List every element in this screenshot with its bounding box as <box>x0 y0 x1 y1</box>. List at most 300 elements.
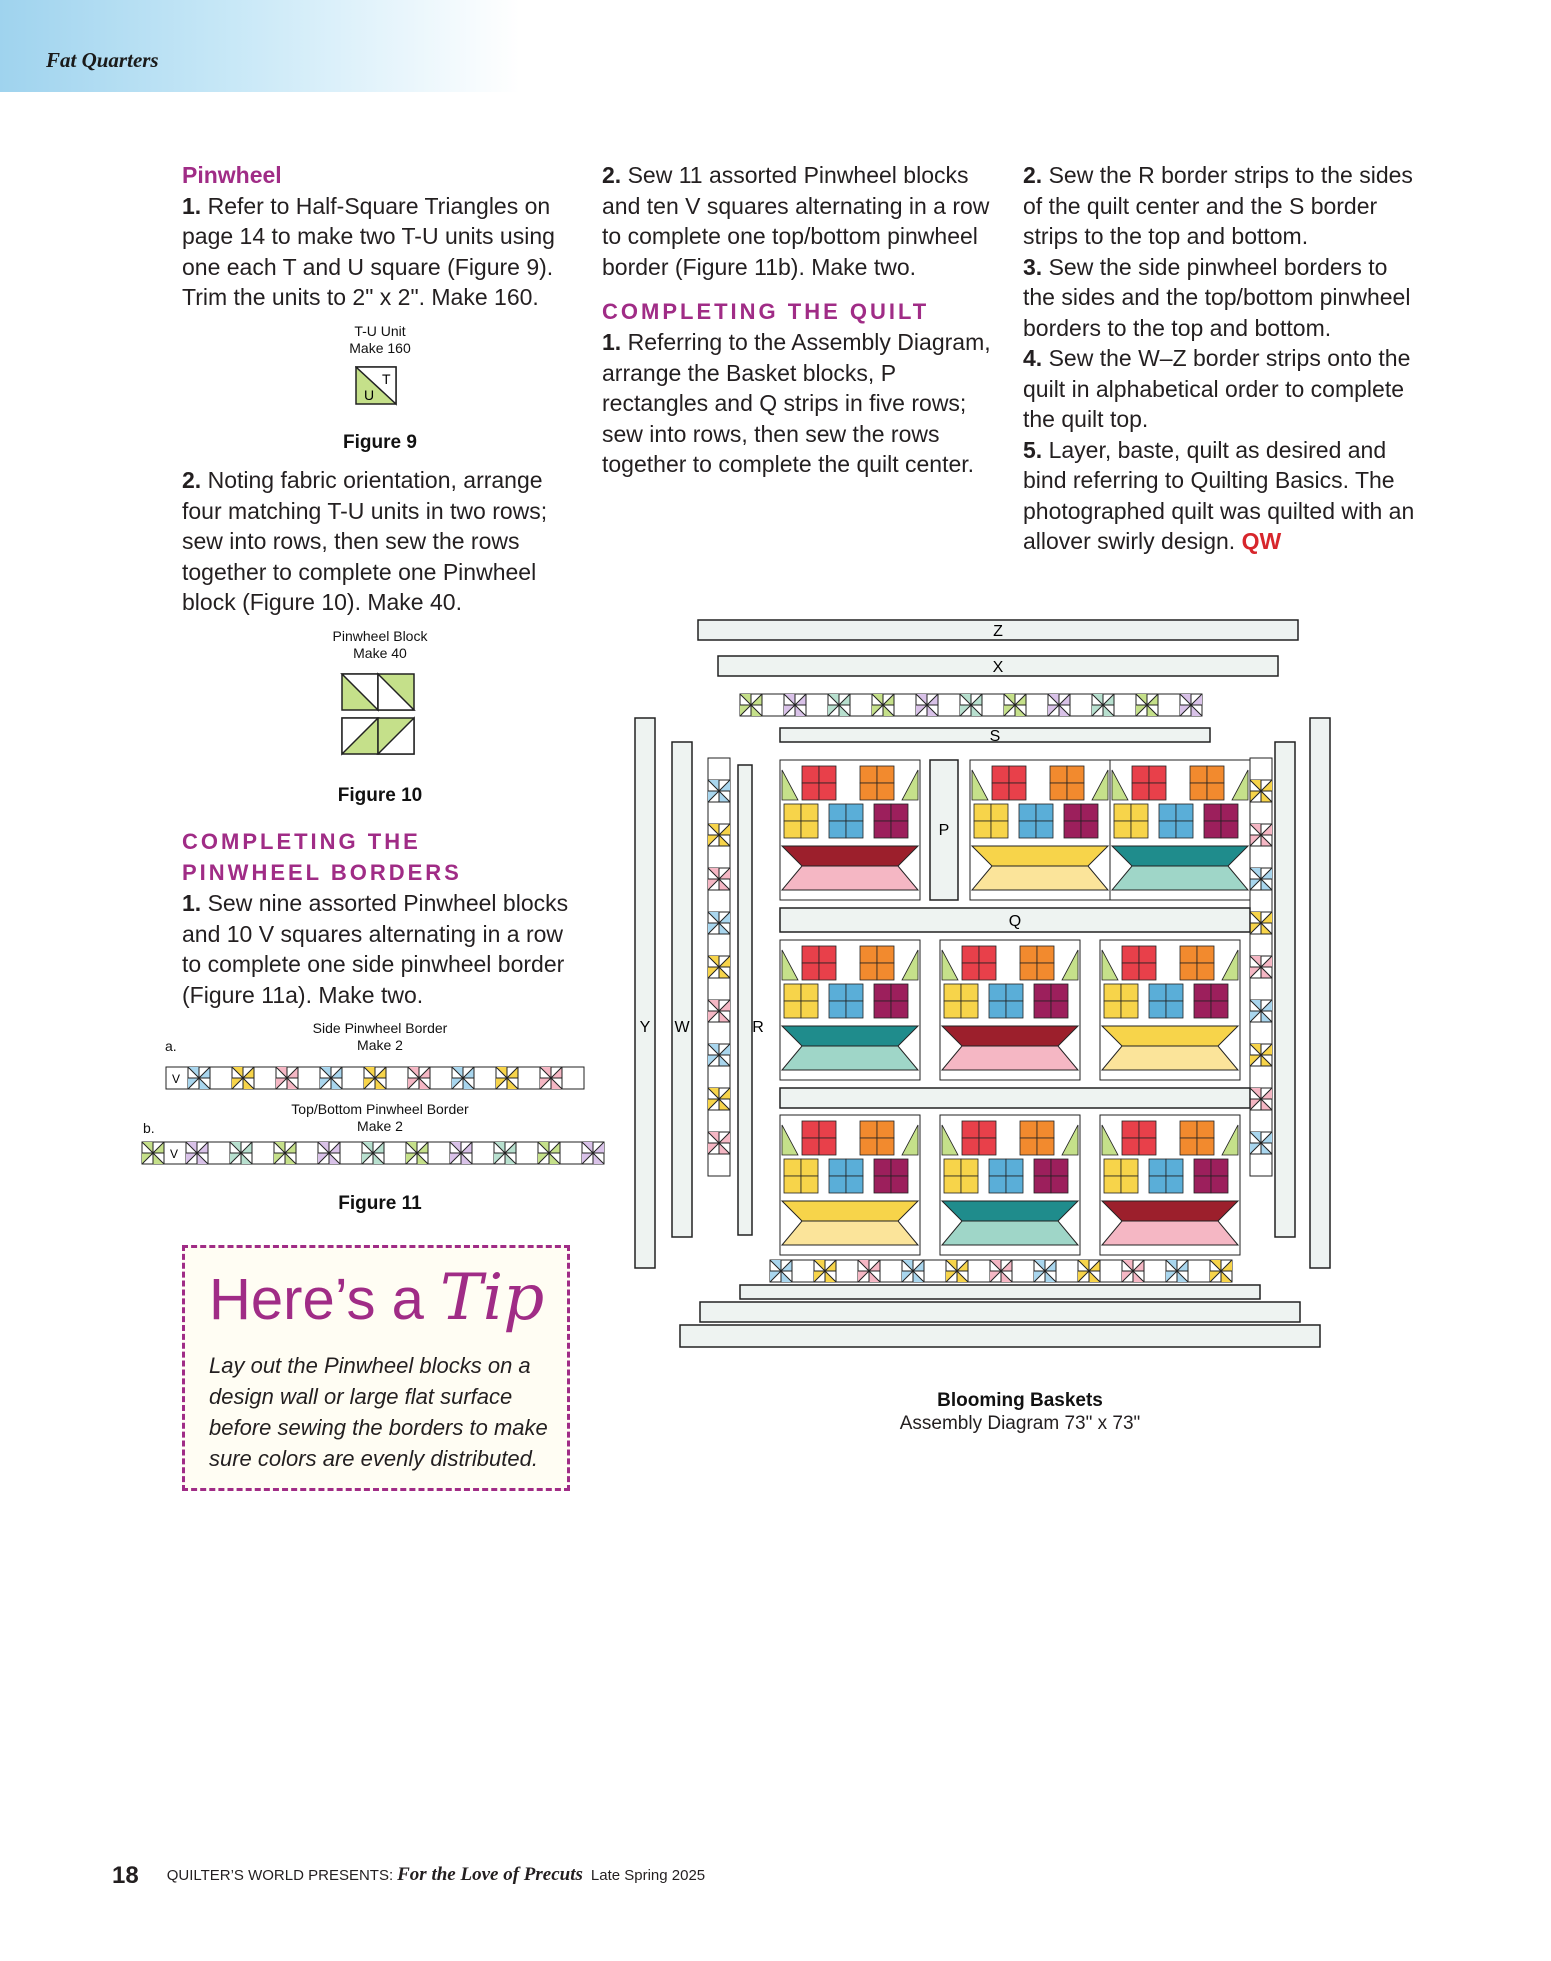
basket-bowl <box>782 1201 918 1221</box>
flower-square <box>989 1176 1006 1193</box>
v-square <box>708 978 730 1000</box>
flower-square <box>1034 1176 1051 1193</box>
v-square <box>428 1142 450 1164</box>
flower-square <box>1121 1159 1138 1176</box>
flower-square <box>860 1121 877 1138</box>
flower-square <box>1149 984 1166 1001</box>
fig9-make: Make 160 <box>349 340 411 356</box>
pinwheel-lines <box>946 1260 968 1282</box>
basket-bowl <box>972 846 1108 866</box>
x-strip-bottom <box>700 1302 1300 1322</box>
step-number: 4. <box>1023 345 1043 371</box>
pinwheel-lines <box>188 1067 210 1089</box>
flower-square <box>1139 963 1156 980</box>
flower-square <box>1211 1176 1228 1193</box>
flower-square <box>1194 984 1211 1001</box>
flower-square <box>974 821 991 838</box>
flower-square <box>829 1176 846 1193</box>
flower-square <box>1037 1138 1054 1155</box>
step-number: 1. <box>182 192 202 219</box>
v-square <box>938 694 960 716</box>
v-square <box>1250 978 1272 1000</box>
z-strip-bottom <box>680 1325 1320 1347</box>
pinwheel-lines <box>708 1088 730 1110</box>
flower-square <box>1051 1001 1068 1018</box>
pinwheel-lines <box>960 694 982 716</box>
flower-square <box>1197 946 1214 963</box>
fig10-labels <box>310 628 450 662</box>
step-paragraph <box>182 465 582 618</box>
flower-square <box>1149 1159 1166 1176</box>
flower-square <box>1009 783 1026 800</box>
v-square <box>208 1142 230 1164</box>
pinwheel-lines <box>770 1260 792 1282</box>
flower-square <box>860 946 877 963</box>
v-label: V <box>170 1147 179 1161</box>
flower-square <box>1190 766 1207 783</box>
flower-square <box>1180 946 1197 963</box>
pinwheel-lines <box>1180 694 1202 716</box>
pinwheel-lines <box>494 1142 516 1164</box>
flower-square <box>801 804 818 821</box>
flower-square <box>802 963 819 980</box>
side-pinwheel-border <box>165 1066 595 1092</box>
v-square <box>708 1022 730 1044</box>
flower-square <box>877 963 894 980</box>
pinwheel-lines <box>408 1067 430 1089</box>
flower-square <box>1020 1121 1037 1138</box>
flower-square <box>1207 766 1224 783</box>
flower-square <box>784 804 801 821</box>
flower-square <box>829 821 846 838</box>
flower-square <box>846 804 863 821</box>
flower-square <box>1139 946 1156 963</box>
v-square <box>472 1142 494 1164</box>
pinwheel-lines <box>828 694 850 716</box>
flower-square <box>1006 984 1023 1001</box>
v-square <box>430 1067 452 1089</box>
flower-square <box>1104 1001 1121 1018</box>
header-band <box>0 0 520 92</box>
flower-square <box>829 984 846 1001</box>
flower-square <box>1050 766 1067 783</box>
flower-square <box>801 821 818 838</box>
basket-bowl <box>782 1026 918 1046</box>
v-square <box>1250 890 1272 912</box>
flower-square <box>846 821 863 838</box>
step-text: Layer, baste, quilt as desired and bind referring to Quilting Basics. The photographed quilt was quilted with an allover swirly design. <box>1023 436 1415 554</box>
flower-square <box>1166 1001 1183 1018</box>
flower-square <box>979 1121 996 1138</box>
flower-square <box>801 1159 818 1176</box>
flower-square <box>1197 1138 1214 1155</box>
pinwheel-lines <box>496 1067 518 1089</box>
flower-square <box>819 946 836 963</box>
v-square <box>560 1142 582 1164</box>
flower-square <box>1122 1121 1139 1138</box>
v-square <box>708 890 730 912</box>
v-square <box>806 694 828 716</box>
flower-square <box>1104 984 1121 1001</box>
y-strip <box>635 718 655 1268</box>
page-number: 18 <box>112 1862 139 1889</box>
v-square <box>708 846 730 868</box>
flower-square <box>1020 1138 1037 1155</box>
w-strip <box>672 742 692 1237</box>
w-strip-right <box>1275 742 1295 1237</box>
x-label: X <box>992 659 1004 676</box>
v-square <box>296 1142 318 1164</box>
pinwheel-lines <box>320 1067 342 1089</box>
v-square <box>924 1260 946 1282</box>
step-text: Noting fabric orientation, arrange four matching T-U units in two rows; sew into rows, then sew the rows together to complete one Pinwheel block (Figure 10). Make 40. <box>182 467 548 615</box>
v-square <box>386 1067 408 1089</box>
step-paragraph <box>1023 252 1423 344</box>
basket-base <box>972 866 1108 890</box>
v-square <box>342 1067 364 1089</box>
flower-square <box>877 1121 894 1138</box>
flower-square <box>991 821 1008 838</box>
step-text: Sew the side pinwheel borders to the sides and the top/bottom pinwheel borders to the top and bottom. <box>1023 253 1411 341</box>
pinwheel-lines <box>740 694 762 716</box>
pinwheel-lines <box>1250 868 1272 890</box>
flower-square <box>1211 984 1228 1001</box>
flower-square <box>891 1176 908 1193</box>
q-label: Q <box>1008 913 1022 930</box>
flower-square <box>1204 821 1221 838</box>
tip-box <box>182 1245 570 1491</box>
flower-square <box>846 1176 863 1193</box>
flower-square <box>944 984 961 1001</box>
flower-square <box>1034 1159 1051 1176</box>
step-text: Sew nine assorted Pinwheel blocks and 10 V squares alternating in a row to complete one side pinwheel border (Figure 11a). Make two. <box>182 890 569 1008</box>
pinwheel-lines <box>1250 1088 1272 1110</box>
flower-square <box>1020 963 1037 980</box>
v-square <box>1070 694 1092 716</box>
v-square <box>384 1142 406 1164</box>
v-square <box>1250 846 1272 868</box>
flower-square <box>1190 783 1207 800</box>
flower-square <box>1006 1176 1023 1193</box>
v-square <box>708 758 730 780</box>
v-square <box>1026 694 1048 716</box>
v-square <box>708 1154 730 1176</box>
flower-square <box>944 1159 961 1176</box>
pinwheel-lines <box>1250 956 1272 978</box>
flower-square <box>962 946 979 963</box>
flower-square <box>1132 766 1149 783</box>
heading-pinwheel-borders-2: PINWHEEL BORDERS <box>182 860 462 885</box>
v-square <box>254 1067 276 1089</box>
flower-square <box>784 1176 801 1193</box>
basket-bowl <box>1102 1201 1238 1221</box>
flower-square <box>1122 1138 1139 1155</box>
tip-heading <box>209 1261 545 1335</box>
flower-square <box>1131 821 1148 838</box>
flower-square <box>992 783 1009 800</box>
assembly-diagram <box>620 610 1420 1370</box>
step-paragraph <box>182 191 582 313</box>
flower-square <box>1037 963 1054 980</box>
heading-pinwheel: Pinwheel <box>182 162 282 188</box>
v-square <box>516 1142 538 1164</box>
v-square <box>298 1067 320 1089</box>
s-label: S <box>989 728 1001 745</box>
flower-square <box>1067 783 1084 800</box>
q-strip-2 <box>780 1088 1250 1108</box>
top-bottom-pinwheel-border <box>141 1141 621 1167</box>
assembly-subtitle: Assembly Diagram 73" x 73" <box>899 1413 1141 1434</box>
flower-square <box>802 1121 819 1138</box>
flower-square <box>1131 804 1148 821</box>
flower-square <box>944 1176 961 1193</box>
fig9-labels <box>320 323 440 357</box>
section-title: Fat Quarters <box>46 48 159 72</box>
flower-square <box>989 1159 1006 1176</box>
flower-square <box>801 1001 818 1018</box>
v-square <box>1250 1154 1272 1176</box>
pinwheel-lines <box>452 1067 474 1089</box>
flower-square <box>1081 821 1098 838</box>
flower-square <box>819 1121 836 1138</box>
flower-square <box>979 963 996 980</box>
flower-square <box>802 946 819 963</box>
flower-square <box>829 804 846 821</box>
flower-square <box>1121 1176 1138 1193</box>
flower-square <box>1139 1138 1156 1155</box>
flower-square <box>829 1159 846 1176</box>
flower-square <box>1132 783 1149 800</box>
pinwheel-lines <box>708 868 730 890</box>
step-paragraph <box>1023 435 1423 557</box>
pinwheel-lines <box>1004 694 1026 716</box>
v-label: V <box>172 1072 181 1086</box>
flower-square <box>962 1121 979 1138</box>
pinwheel-lines <box>274 1142 296 1164</box>
step-paragraph <box>1023 343 1423 435</box>
flower-square <box>1037 946 1054 963</box>
v-square <box>562 1067 584 1089</box>
pinwheel-lines <box>1136 694 1158 716</box>
pinwheel-lines <box>1034 1260 1056 1282</box>
pinwheel-lines <box>708 1000 730 1022</box>
v-square <box>1250 758 1272 780</box>
r-strip <box>738 765 752 1235</box>
fig11b-labels <box>270 1101 490 1135</box>
flower-square <box>874 821 891 838</box>
step-number: 3. <box>1023 253 1043 280</box>
pinwheel-lines <box>582 1142 604 1164</box>
v-square <box>708 802 730 824</box>
v-square <box>1144 1260 1166 1282</box>
pinwheel-lines <box>1078 1260 1100 1282</box>
flower-square <box>819 783 836 800</box>
flower-square <box>989 984 1006 1001</box>
v-square <box>1100 1260 1122 1282</box>
flower-square <box>1159 804 1176 821</box>
basket-base <box>782 1046 918 1070</box>
z-label: Z <box>993 623 1003 640</box>
pinwheel-lines <box>708 780 730 802</box>
flower-square <box>1197 1121 1214 1138</box>
pinwheel-block-figure <box>340 672 420 756</box>
flower-square <box>961 984 978 1001</box>
flower-square <box>874 984 891 1001</box>
flower-square <box>1159 821 1176 838</box>
flower-square <box>891 1159 908 1176</box>
flower-square <box>1122 963 1139 980</box>
step-text: Sew 11 assorted Pinwheel blocks and ten V squares alternating in a row to complete one top/bottom pinwheel border (Figure 11b). Make two. <box>602 162 990 280</box>
flower-square <box>874 1176 891 1193</box>
pinwheel-lines <box>142 1142 164 1164</box>
flower-square <box>819 1138 836 1155</box>
flower-square <box>829 1001 846 1018</box>
pinwheel-lines <box>186 1142 208 1164</box>
flower-square <box>1036 821 1053 838</box>
basket-base <box>942 1046 1078 1070</box>
flower-square <box>1050 783 1067 800</box>
flower-square <box>1114 821 1131 838</box>
flower-square <box>1211 1159 1228 1176</box>
pinwheel-lines <box>708 912 730 934</box>
pinwheel-lines <box>708 1132 730 1154</box>
pinwheel-lines <box>708 824 730 846</box>
flower-square <box>846 984 863 1001</box>
v-square <box>836 1260 858 1282</box>
flower-square <box>860 783 877 800</box>
flower-square <box>1204 804 1221 821</box>
flower-square <box>1180 963 1197 980</box>
v-square <box>1056 1260 1078 1282</box>
basket-bowl <box>1112 846 1248 866</box>
pinwheel-lines <box>708 956 730 978</box>
flower-square <box>860 766 877 783</box>
fig11b-make: Make 2 <box>357 1118 403 1134</box>
basket-bowl <box>942 1201 1078 1221</box>
pinwheel-lines <box>1250 780 1272 802</box>
flower-square <box>802 783 819 800</box>
pinwheel-lines <box>232 1067 254 1089</box>
pinwheel-lines <box>1250 912 1272 934</box>
flower-square <box>1194 1176 1211 1193</box>
pinwheel-lines <box>1092 694 1114 716</box>
flower-square <box>1006 1001 1023 1018</box>
flower-square <box>1149 1001 1166 1018</box>
v-square <box>850 694 872 716</box>
v-square <box>474 1067 496 1089</box>
pinwheel-lines <box>538 1142 560 1164</box>
step-number: 2. <box>1023 162 1043 188</box>
step-paragraph <box>182 888 582 1010</box>
flower-square <box>1064 821 1081 838</box>
flower-square <box>961 1176 978 1193</box>
flower-square <box>784 821 801 838</box>
pinwheel-lines <box>708 1044 730 1066</box>
flower-square <box>992 766 1009 783</box>
flower-square <box>877 946 894 963</box>
flower-square <box>891 821 908 838</box>
basket-base <box>942 1221 1078 1245</box>
qw-logo: QW <box>1241 528 1282 554</box>
tip-heading-script: Tip <box>440 1261 545 1335</box>
flower-square <box>1019 821 1036 838</box>
v-square <box>1250 802 1272 824</box>
basket-base <box>1102 1221 1238 1245</box>
column-2 <box>602 160 1002 480</box>
figure-10-caption: Figure 10 <box>337 785 423 806</box>
flower-square <box>877 766 894 783</box>
basket-bowl <box>782 846 918 866</box>
column-3 <box>1023 160 1423 557</box>
w-label: W <box>674 1019 690 1036</box>
flower-square <box>1081 804 1098 821</box>
tip-body: Lay out the Pinwheel blocks on a design wall or large flat surface before sewing the borders to make sure colors are evenly distributed. <box>209 1353 548 1471</box>
flower-square <box>1034 1001 1051 1018</box>
v-square <box>1114 694 1136 716</box>
pinwheel-lines <box>318 1142 340 1164</box>
flower-square <box>1036 804 1053 821</box>
fig11a-make: Make 2 <box>357 1037 403 1053</box>
v-square <box>1250 934 1272 956</box>
footer <box>112 1862 705 1890</box>
flower-square <box>1176 804 1193 821</box>
flower-square <box>1139 1121 1156 1138</box>
pinwheel-lines <box>784 694 806 716</box>
fig11a-title: Side Pinwheel Border <box>312 1020 448 1036</box>
flower-square <box>991 804 1008 821</box>
magazine-title: For the Love of Precuts <box>397 1864 583 1885</box>
v-square <box>968 1260 990 1282</box>
fig9-label: T-U Unit <box>354 323 406 339</box>
flower-square <box>989 1001 1006 1018</box>
step-number: 1. <box>182 890 202 916</box>
basket-bowl <box>1102 1026 1238 1046</box>
flower-square <box>962 963 979 980</box>
t-label: T <box>382 371 391 387</box>
flower-square <box>877 1138 894 1155</box>
flower-square <box>962 1138 979 1155</box>
flower-square <box>1051 984 1068 1001</box>
flower-square <box>979 946 996 963</box>
pinwheel-lines <box>230 1142 252 1164</box>
v-square <box>340 1142 362 1164</box>
basket-base <box>782 866 918 890</box>
step-text: Sew the R border strips to the sides of the quilt center and the S border strips to the top and bottom. <box>1023 162 1413 249</box>
figure-11-caption: Figure 11 <box>338 1193 422 1214</box>
step-text: Refer to Half-Square Triangles on page 14 to make two T-U units using one each T and U square (Figure 9). Trim the units to 2" x 2". Make 160. <box>182 192 555 310</box>
step-text: Sew the W–Z border strips onto the quilt in alphabetical order to complete the quilt top. <box>1023 345 1411 432</box>
figure-9-caption: Figure 9 <box>343 432 417 453</box>
flower-square <box>1221 804 1238 821</box>
flower-square <box>891 804 908 821</box>
flower-square <box>1176 821 1193 838</box>
v-square <box>1250 1066 1272 1088</box>
fig11b-title: Top/Bottom Pinwheel Border <box>291 1101 469 1117</box>
heading-completing-quilt: COMPLETING THE QUILT <box>602 299 930 324</box>
flower-square <box>891 984 908 1001</box>
pinwheel-lines <box>364 1067 386 1089</box>
flower-square <box>961 1159 978 1176</box>
y-strip-right <box>1310 718 1330 1268</box>
pinwheel-lines <box>1210 1260 1232 1282</box>
pinwheel-lines <box>406 1142 428 1164</box>
flower-square <box>1149 766 1166 783</box>
fig11a-letter: a. <box>165 1038 177 1054</box>
heading-pinwheel-borders-1: COMPLETING THE <box>182 829 421 854</box>
flower-square <box>1149 783 1166 800</box>
flower-square <box>1121 1001 1138 1018</box>
flower-square <box>846 1159 863 1176</box>
